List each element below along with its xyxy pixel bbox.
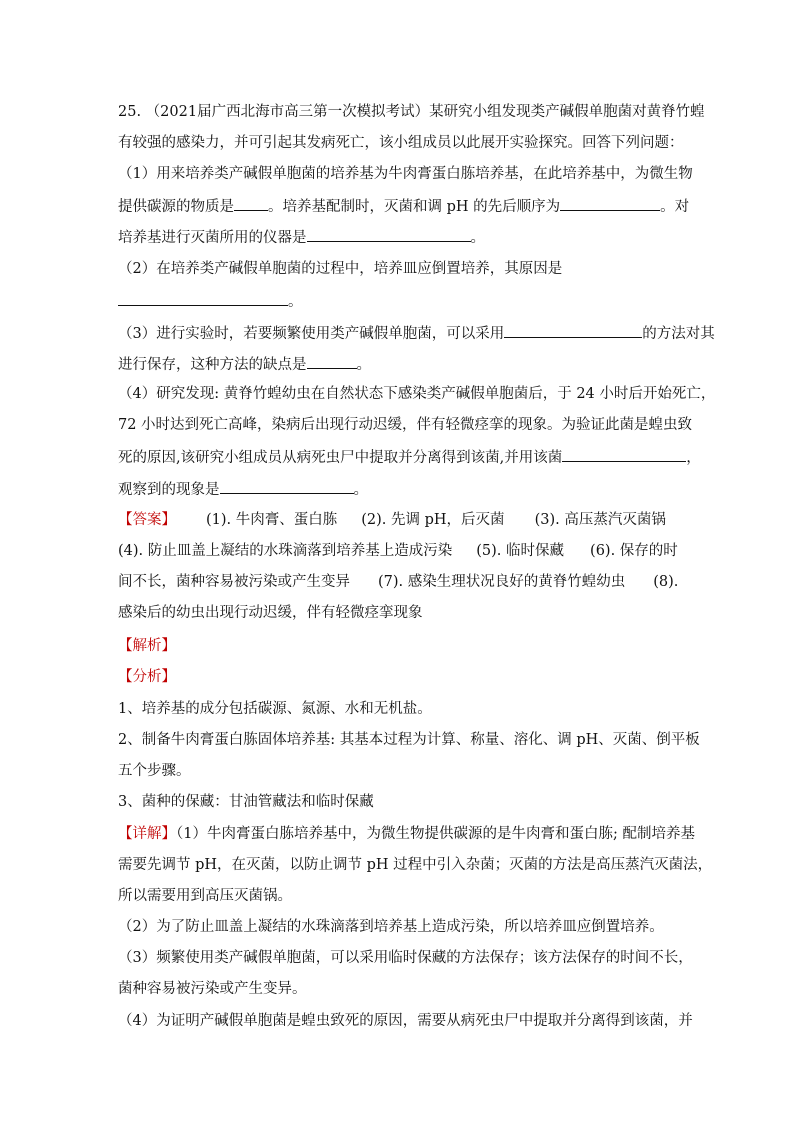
question-header xyxy=(118,102,705,122)
question-1-text: （1）用来培养类产碱假单胞菌的培养基为牛肉膏蛋白胨培养基，在此培养基中，为微生物 xyxy=(118,166,693,182)
answer-item: (6). 保存的时 xyxy=(590,543,678,559)
question-1-text: 提供碳源的物质是 xyxy=(118,199,234,215)
detail-text: 所以需要用到高压灭菌锅。 xyxy=(118,888,292,904)
analysis-text: 1、培养基的成分包括碳源、氮源、水和无机盐。 xyxy=(118,701,432,717)
answer-blank xyxy=(562,446,686,462)
question-4-text: 72 小时达到死亡高峰，染病后出现行动迟缓，伴有轻微痉挛的现象。为验证此菌是蝗虫致 xyxy=(118,417,693,433)
detail-1-line-1 xyxy=(118,824,695,844)
analysis-text: 2、制备牛肉膏蛋白胨固体培养基: 其基本过程为计算、称量、溶化、调 pH、灭菌、倒平板 xyxy=(118,732,700,748)
answer-blank xyxy=(307,353,357,369)
answer-item: (2). 先调 pH，后灭菌 xyxy=(361,512,505,528)
question-4-text: 死的原因,该研究小组成员从病死虫尸中提取并分离得到该菌,并用该菌 xyxy=(118,450,563,466)
answer-blank xyxy=(220,478,354,494)
question-4-line-2 xyxy=(118,415,692,435)
answer-item: (4). 防止皿盖上凝结的水珠滴落到培养基上造成污染 xyxy=(118,543,453,559)
answer-item: (5). 临时保藏 xyxy=(476,543,565,559)
question-4-line-1 xyxy=(118,384,715,404)
detail-3-line-2 xyxy=(118,979,307,999)
analysis-text: 五个步骤。 xyxy=(118,763,191,779)
answer-item: 感染后的幼虫出现行动迟缓，伴有轻微痉挛现象 xyxy=(118,605,423,621)
question-3-text: 的方法对其 xyxy=(642,326,715,342)
question-4-text: （4）研究发现: 黄脊竹蝗幼虫在自然状态下感染类产碱假单胞菌后，于 24 小时后开始死亡， xyxy=(118,386,716,402)
answer-blank xyxy=(307,226,471,242)
question-4-line-3 xyxy=(118,446,701,468)
fenxi-label xyxy=(118,667,176,687)
answer-blank xyxy=(504,322,642,338)
answer-line-4 xyxy=(118,603,423,623)
analysis-point-3 xyxy=(118,792,374,812)
detail-1-line-3 xyxy=(118,886,292,906)
question-2-text: 。 xyxy=(288,294,303,310)
question-header-text: 25. （2021届广西北海市高三第一次模拟考试）某研究小组发现类产碱假单胞菌对黄脊竹蝗 xyxy=(118,104,705,120)
answer-line-3 xyxy=(118,572,678,592)
question-2-text: （2）在培养类产碱假单胞菌的过程中，培养皿应倒置培养，其原因是 xyxy=(118,261,563,277)
question-3-text: 进行保存，这种方法的缺点是 xyxy=(118,357,307,373)
question-1-text: 。培养基配制时，灭菌和调 pH 的先后顺序为 xyxy=(268,199,561,215)
answer-line-1 xyxy=(118,510,666,530)
detail-4 xyxy=(118,1011,693,1031)
answer-label: 【答案】 xyxy=(118,512,176,528)
question-4-text: 观察到的现象是 xyxy=(118,482,220,498)
detail-text: （1）牛肉膏蛋白胨培养基中，为微生物提供碳源的是牛肉膏和蛋白胨; 配制培养基 xyxy=(176,826,695,842)
detail-text: 需要先调节 pH，在灭菌，以防止调节 pH 过程中引入杂菌；灭菌的方法是高压蒸汽灭菌法， xyxy=(118,857,713,873)
answer-item: (8). xyxy=(653,574,679,590)
question-1-text: 培养基进行灭菌所用的仪器是 xyxy=(118,230,307,246)
analysis-point-1 xyxy=(118,699,432,719)
detail-3-line-1 xyxy=(118,948,693,968)
answer-item: 间不长，菌种容易被污染或产生变异 xyxy=(118,574,350,590)
question-1-text: 。 xyxy=(470,230,485,246)
jiexi-label-text: 【解析】 xyxy=(118,638,176,654)
answer-blank xyxy=(118,290,288,306)
detail-label: 【详解】 xyxy=(118,826,176,842)
answer-line-2 xyxy=(118,541,678,561)
question-3-line-1 xyxy=(118,322,715,344)
answer-item: (7). 感染生理状况良好的黄脊竹蝗幼虫 xyxy=(378,574,626,590)
question-4-line-4 xyxy=(118,478,368,500)
answer-item: (1). 牛肉膏、蛋白胨 xyxy=(206,512,338,528)
question-1-text: 。对 xyxy=(660,199,690,215)
detail-text: （3）频繁使用类产碱假单胞菌，可以采用临时保藏的方法保存；该方法保存的时间不长， xyxy=(118,950,693,966)
detail-text: 菌种容易被污染或产生变异。 xyxy=(118,981,307,997)
question-intro-text: 有较强的感染力，并可引起其发病死亡，该小组成员以此展开实验探究。回答下列问题： xyxy=(118,135,684,151)
detail-2 xyxy=(118,917,664,937)
answer-item: (3). 高压蒸汽灭菌锅 xyxy=(534,512,666,528)
question-2-line-2 xyxy=(118,290,303,312)
question-3-text: 。 xyxy=(356,357,371,373)
analysis-point-2-line-1 xyxy=(118,730,700,750)
fenxi-label-text: 【分析】 xyxy=(118,669,176,685)
jiexi-label xyxy=(118,636,176,656)
detail-text: （2）为了防止皿盖上凝结的水珠滴落到培养基上造成污染，所以培养皿应倒置培养。 xyxy=(118,919,664,935)
analysis-point-2-line-2 xyxy=(118,761,191,781)
answer-blank xyxy=(560,195,660,211)
question-3-line-2 xyxy=(118,353,371,375)
question-1-line-3 xyxy=(118,226,485,248)
question-4-text: ， xyxy=(686,450,701,466)
question-intro xyxy=(118,133,684,153)
question-2-line-1 xyxy=(118,259,562,279)
question-1-line-1 xyxy=(118,164,693,184)
detail-1-line-2 xyxy=(118,855,712,875)
answer-blank xyxy=(234,195,268,211)
question-4-text: 。 xyxy=(353,482,368,498)
analysis-text: 3、菌种的保藏：甘油管藏法和临时保藏 xyxy=(118,794,374,810)
detail-text: （4）为证明产碱假单胞菌是蝗虫致死的原因，需要从病死虫尸中提取并分离得到该菌，并 xyxy=(118,1013,693,1029)
question-1-line-2 xyxy=(118,195,689,217)
question-3-text: （3）进行实验时，若要频繁使用类产碱假单胞菌，可以采用 xyxy=(118,326,505,342)
